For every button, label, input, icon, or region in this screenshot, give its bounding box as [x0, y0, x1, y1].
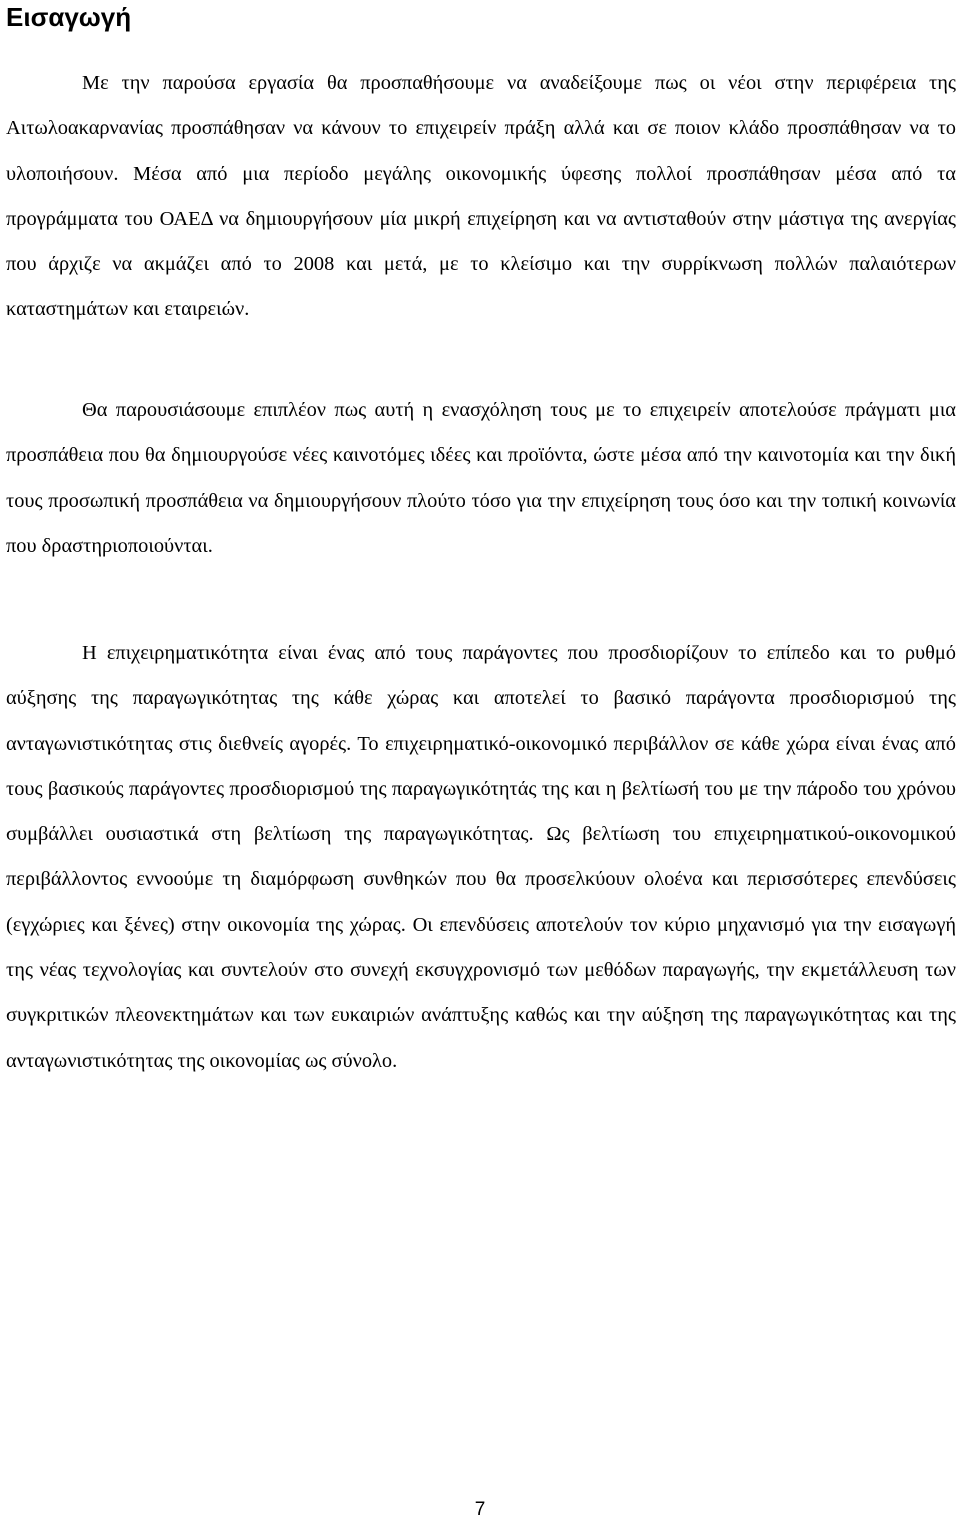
- paragraph-intro: Με την παρούσα εργασία θα προσπαθήσουμε να αναδείξουμε πως οι νέοι στην περιφέρεια της Αιτωλοακαρνανίας προσπάθησαν να κάνουν το επιχειρείν πράξη αλλά και σε ποιον κλάδο προσπάθησαν να το υλοποιήσουν. Μέσα από μια περίοδο μεγάλης οικονομικής ύφεσης πολλοί προσπάθησαν μέσα από τα προγράμματα του ΟΑΕΔ να δημιουργήσουν μία μικρή επιχείρηση και να αντισταθούν στην μάστιγα της ανεργίας που άρχιζε να ακμάζει από το 2008 και μετά, με το κλείσιμο και την συρρίκνωση πολλών παλαιότερων καταστημάτων και εταιρειών.: [6, 72, 956, 321]
- paragraph-entrepreneurship: Η επιχειρηματικότητα είναι ένας από τους παράγοντες που προσδιορίζουν το επίπεδο και το ρυθμό αύξησης της παραγωγικότητας της κάθε χώρας και αποτελεί το βασικό παράγοντα προσδιορισμού της ανταγωνιστικότητας στις διεθνείς αγορές. Το επιχειρηματικό-οικονομικό περιβάλλον σε κάθε χώρα είναι ένας από τους βασικούς παράγοντες προσδιορισμού της παραγωγικότητάς της και η βελτίωσή του με την πάροδο του χρόνου συμβάλλει ουσιαστικά στη βελτίωση της παραγωγικότητας. Ως βελτίωση του επιχειρηματικού-οικονομικού περιβάλλοντος εννοούμε τη διαμόρφωση συνθηκών που θα προσελκύουν ολοένα και περισσότερες επενδύσεις (εγχώριες και ξένες) στην οικονομία της χώρας. Οι επενδύσεις αποτελούν τον κύριο μηχανισμό για την εισαγωγή της νέας τεχνολογίας και συντελούν στο συνεχή εκσυγχρονισμό των μεθόδων παραγωγής, την εκμετάλλευση των συγκριτικών πλεονεκτημάτων και των ευκαιριών ανάπτυξης καθώς και την αύξηση της παραγωγικότητας και της ανταγωνιστικότητας της οικονομίας ως σύνολο.: [6, 642, 956, 1072]
- paragraph-innovation: Θα παρουσιάσουμε επιπλέον πως αυτή η ενασχόληση τους με το επιχειρείν αποτελούσε πράγματι μια προσπάθεια που θα δημιουργούσε νέες καινοτόμες ιδέες και προϊόντα, ώστε μέσα από την καινοτομία και την δική τους προσωπική προσπάθεια να δημιουργήσουν πλούτο τόσο για την επιχείρηση τους όσο και την τοπική κοινωνία που δραστηριοποιούνται.: [6, 399, 956, 557]
- section-heading: Εισαγωγή: [6, 2, 132, 32]
- page-number: 7: [474, 1499, 486, 1520]
